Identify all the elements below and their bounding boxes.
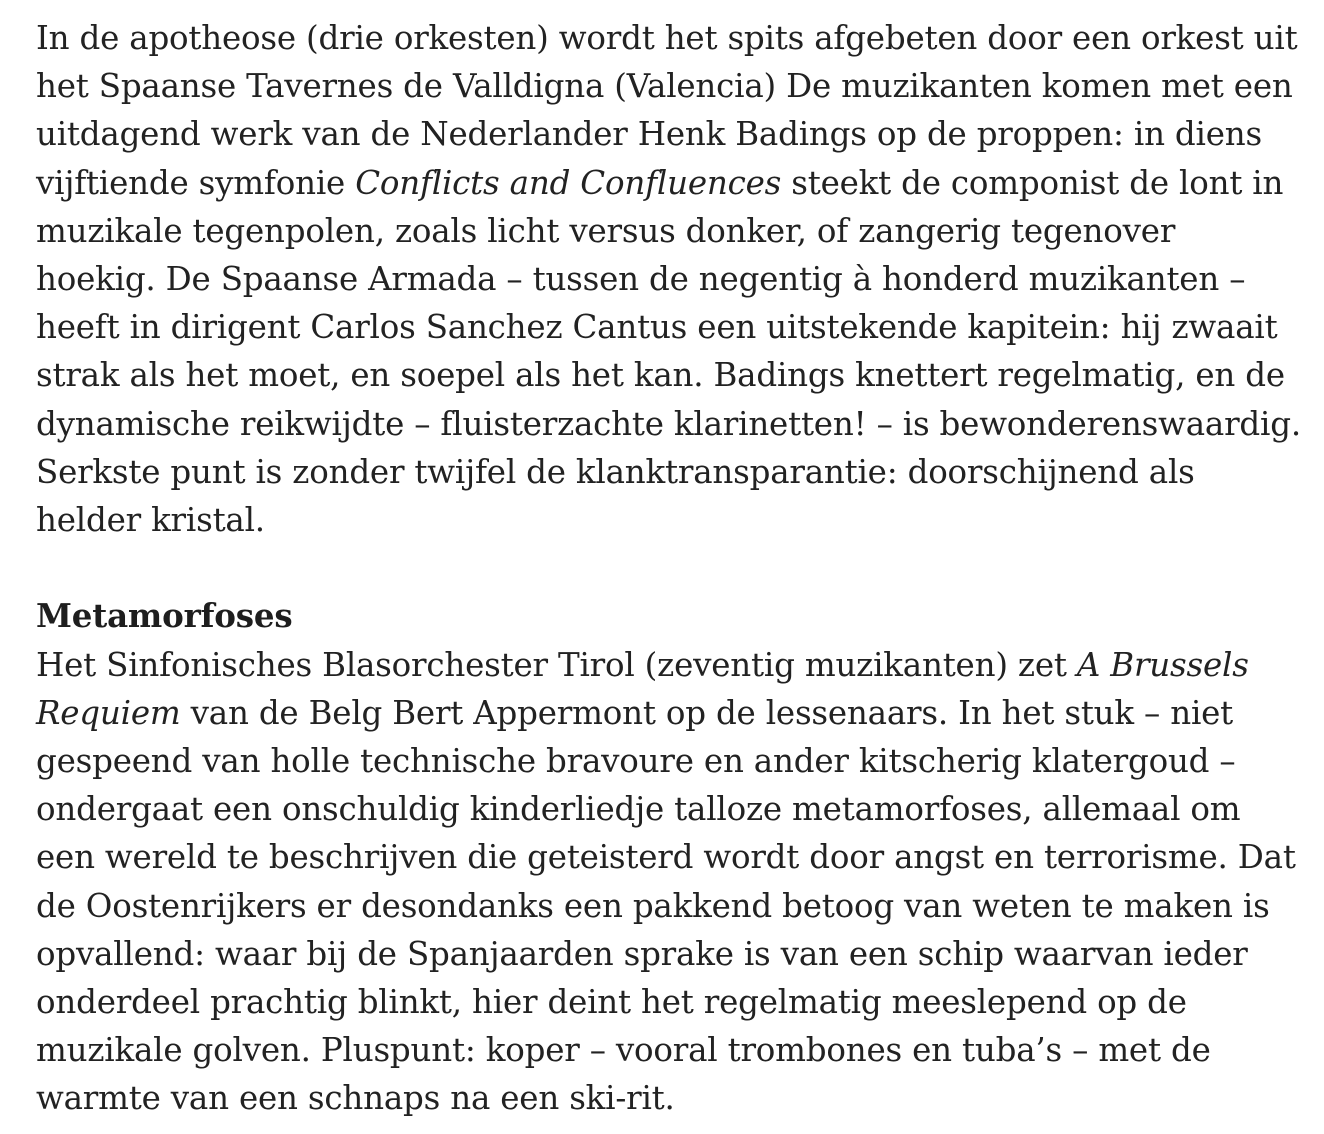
- paragraph-badings-text-start: In de apotheose (drie orkesten) wordt het spits afgebeten door een orkest uit het Spaanse Tavernes de Valldigna (Valencia) De muzikanten komen met een uitdagend werk van de Nederlander Henk Badings op de proppen: in diens vijftiende symfonie: [36, 19, 1298, 202]
- section-heading-metamorfoses: Metamorfoses: [36, 596, 293, 636]
- paragraph-appermont-text-start: Het Sinfonisches Blasorchester Tirol (zeventig muzikanten) zet: [36, 645, 1077, 684]
- paragraph-badings: [36, 14, 1304, 544]
- paragraph-appermont: [36, 641, 1304, 1123]
- work-title-conflicts: Conflicts and Confluences: [355, 163, 782, 202]
- work-title-brussels-requiem: A Brussels Requiem: [36, 645, 1249, 732]
- paragraph-appermont-text-end: van de Belg Bert Appermont op de lessenaars. In het stuk – niet gespeend van holle technische bravoure en ander kitscherig klatergoud – ondergaat een onschuldig kinderliedje talloze metamorfoses, allemaal om een wereld te beschrijven die geteisterd wordt door angst en terrorisme. Dat de Oostenrijkers er desondanks een pakkend betoog van weten te maken is opvallend: waar bij de Spanjaarden sprake is van een schip waarvan ieder onderdeel prachtig blinkt, hier deint het regelmatig meeslepend op de muzikale golven. Pluspunt: koper – vooral trombones en tuba’s – met de warmte van een schnaps na een ski-rit.: [36, 693, 1296, 1118]
- paragraph-badings-text-end: steekt de componist de lont in muzikale tegenpolen, zoals licht versus donker, of zangerig tegenover hoekig. De Spaanse Armada – tussen de negentig à honderd muzikanten – heeft in dirigent Carlos Sanchez Cantus een uitstekende kapitein: hij zwaait strak als het moet, en soepel als het kan. Badings knettert regelmatig, en de dynamische reikwijdte – fluisterzachte klarinetten! – is bewonderenswaardig. Serkste punt is zonder twijfel de klanktransparantie: doorschijnend als helder kristal.: [36, 163, 1301, 540]
- paragraph-spacer: [36, 544, 1304, 592]
